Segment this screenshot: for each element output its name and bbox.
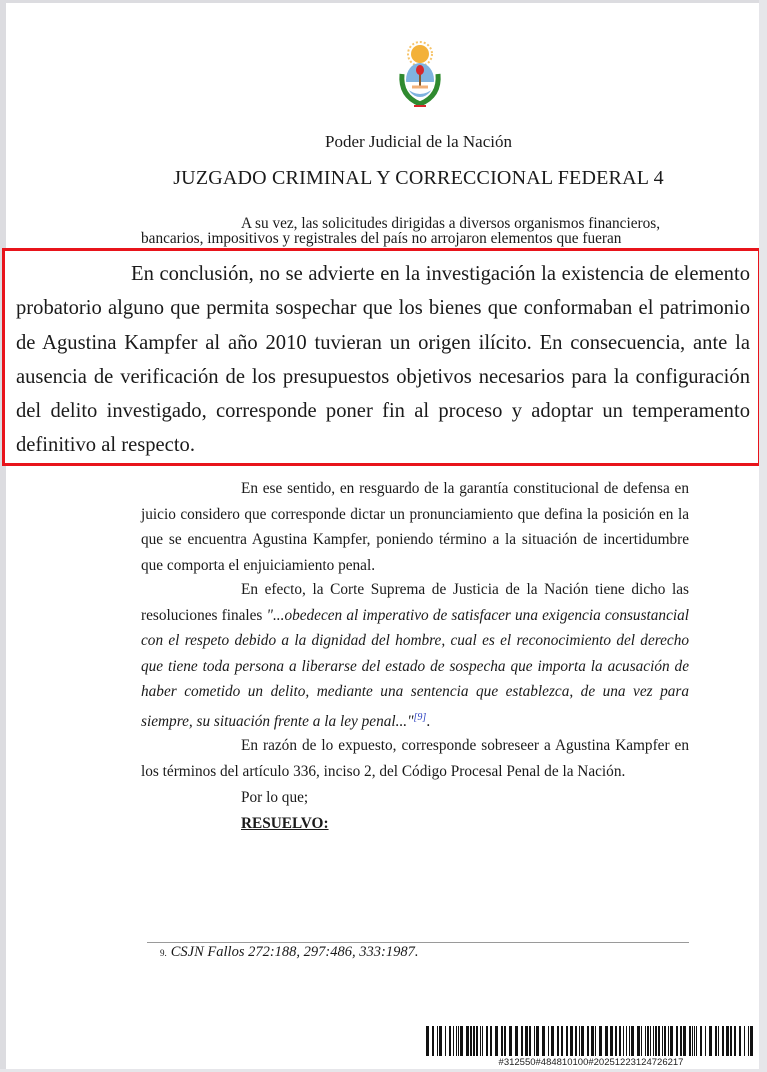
paragraph-supreme-court	[141, 577, 689, 734]
paragraph-defense	[141, 476, 689, 578]
highlighted-paragraph	[16, 257, 750, 463]
paragraph-intro-cut-text: bancarios, impositivos y registrales del país no arrojaron elementos que fueran	[141, 230, 622, 247]
paragraph-supreme-court-lead: En efecto, la Corte Suprema de Justicia de la Nación tiene dicho las resoluciones finales	[141, 581, 689, 624]
barcode-number: #312550#484810100#20251223124726217	[498, 1057, 684, 1068]
resolution-heading-text: RESUELVO:	[241, 815, 329, 832]
barcode-icon	[426, 1026, 756, 1056]
footnote	[160, 944, 418, 961]
paragraph-end-period: .	[426, 712, 431, 730]
highlighted-paragraph-text: En conclusión, no se advierte en la investigación la existencia de elemento probatorio alguno que permita sospechar que los bienes que conformaban el patrimonio de Agustina Kampfer al año 2010 tuvieran un origen ilícito. En consecuencia, ante la ausencia de verificación de los presupuestos objetivos necesarios para la configuración del delito investigado, corresponde poner fin al proceso y adoptar un temperamento definitivo al respecto.	[16, 263, 750, 457]
paragraph-por-lo-que-text: Por lo que;	[241, 789, 309, 806]
court-quote: "...obedecen al imperativo de satisfacer una exigencia consustancial con el respeto debido a la dignidad del hombre, cual es el reconocimiento del derecho que tiene toda persona a liberarse del estado de sospecha que importa la acusación de haber cometido un delito, mediante una sentencia que establezca, de una vez para siempre, su situación frente a la ley penal..."	[141, 606, 690, 730]
resolution-heading	[141, 811, 689, 837]
footnote-divider	[147, 942, 689, 943]
footnote-text: CSJN Fallos 272:188, 297:486, 333:1987.	[170, 944, 419, 960]
coat-of-arms-icon	[394, 40, 446, 112]
viewer-right-edge	[759, 0, 767, 1072]
court-name: Poder Judicial de la Nación	[325, 132, 512, 151]
court-title: JUZGADO CRIMINAL Y CORRECCIONAL FEDERAL 4	[173, 167, 664, 189]
paragraph-dismissal-text: En razón de lo expuesto, corresponde sobreseer a Agustina Kampfer en los términos del artículo 336, inciso 2, del Código Procesal Penal de la Nación.	[141, 737, 689, 780]
highlight-box	[2, 248, 761, 466]
footnote-reference-link[interactable]: [9]	[413, 711, 427, 723]
paragraph-dismissal	[141, 733, 689, 784]
paragraph-defense-text: En ese sentido, en resguardo de la garantía constitucional de defensa en juicio considero que corresponde dictar un pronunciamiento que defina la posición en la que se encuentra Agustina Kampfer, poniendo término a la situación de incertidumbre que comporta el enjuiciamiento penal.	[141, 480, 689, 574]
footnote-number: 9.	[160, 948, 167, 958]
paragraph-intro-text: A su vez, las solicitudes dirigidas a diversos organismos financieros,	[241, 215, 661, 232]
paragraph-por-lo-que	[141, 785, 689, 811]
